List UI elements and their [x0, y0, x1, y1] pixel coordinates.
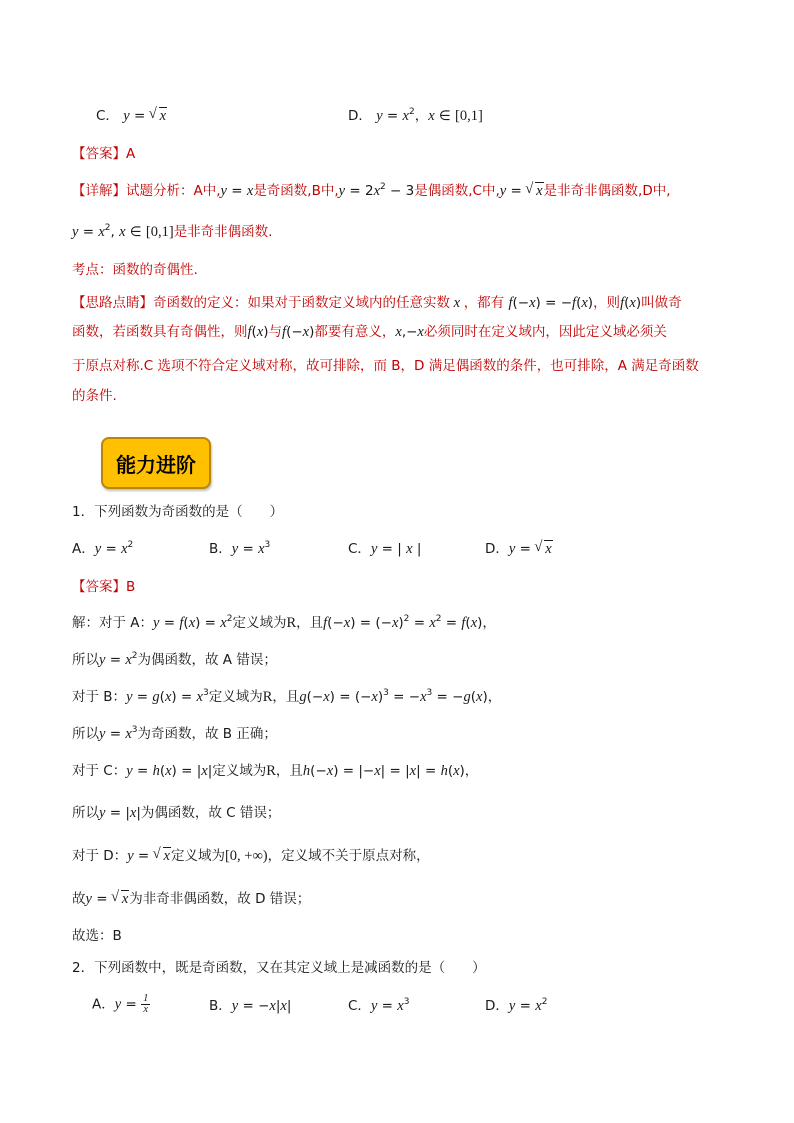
answer-label: 【答案】 — [72, 146, 126, 162]
answer-value: A — [126, 146, 136, 162]
q2-option-a: A．y = $\frac{1}{x}$ — [92, 993, 149, 1015]
q1-solution-3: 对于 B：$y = g(x) = x^3$定义域为R，且$g(-x) = (-x)^3 = -x^3 = -g(x)$， — [72, 688, 502, 705]
silu-line4: 的条件. — [72, 388, 117, 404]
q1-option-b: B．$y = x^3$ — [209, 540, 271, 557]
section-badge: 能力进阶 — [101, 437, 211, 489]
q1-solution-4: 所以$y = x^3$为奇函数，故 B 正确； — [72, 725, 277, 742]
option-label: D． — [348, 108, 372, 124]
domain-value: [0,1] — [455, 108, 483, 124]
q1-option-a: A．$y = x^2$ — [72, 540, 134, 557]
silu-label: 【思路点睛】 — [72, 295, 153, 311]
q2-option-d: D．$y = x^2$ — [485, 997, 548, 1014]
q2-option-b: B．y = −x|x| — [209, 998, 292, 1014]
q1-stem: 1．下列函数为奇函数的是（ ） — [72, 504, 284, 520]
q1-solution-9: 故选：B — [72, 928, 122, 944]
silu-line3: 于原点对称.C 选项不符合定义域对称，故可排除，而 B，D 满足偶函数的条件，也可排除，A 满足奇函数 — [72, 358, 699, 374]
q1-option-c: C．y = | x | — [348, 541, 422, 557]
prev-option-d: D． $y = x^2$，x ∈ [0,1] — [348, 107, 483, 124]
prev-answer — [72, 144, 135, 164]
kaodian: 考点：函数的奇偶性. — [72, 262, 198, 278]
detail-label: 【详解】 — [72, 183, 126, 199]
silu-line1: 【思路点睛】奇函数的定义：如果对于函数定义域内的任意实数 x ，都有 f(−x) = −f(x)，则f(x)叫做奇 — [72, 295, 682, 311]
q1-answer: 【答案】B — [72, 579, 136, 595]
prev-detail-line2: $y = x^2$, x ∈ [0,1]是非奇非偶函数. — [72, 223, 273, 240]
option-label: C． — [96, 108, 119, 124]
prev-detail-line1: 【详解】试题分析：A中,y = x是奇函数,B中$,y = 2x^2 - 3$是偶函数,C中,y = √ x是非奇非偶函数,D中, — [72, 181, 671, 201]
q2-stem: 2．下列函数中，既是奇函数，又在其定义域上是减函数的是（ ） — [72, 960, 486, 976]
q1-option-d: D．y = √ x — [485, 539, 553, 559]
q1-solution-1: 解：对于 A：$y = f(x) = x^2$定义域为R，且$f(-x) = (-x)^2 = x^2 = f(x)$， — [72, 614, 496, 631]
q1-solution-5: 对于 C：y = h(x) = |x|定义域为R，且h(−x) = |−x| = |x| = h(x)， — [72, 763, 479, 779]
q1-solution-7: 对于 D：y = √ x定义域为[0, +∞)，定义域不关于原点对称， — [72, 846, 430, 866]
q1-solution-2: 所以$y = x^2$为偶函数，故 A 错误； — [72, 651, 277, 668]
prev-option-c: C． y = √ x — [96, 106, 167, 126]
silu-line2: 函数，若函数具有奇偶性，则f(x)与f(−x)都要有意义，x,−x必须同时在定义域内，因此定义域必须关 — [72, 324, 667, 340]
q2-option-c: C．$y = x^3$ — [348, 997, 410, 1014]
q1-solution-8: 故y = √ x为非奇非偶函数，故 D 错误； — [72, 889, 310, 909]
q1-solution-6: 所以y = |x|为偶函数，故 C 错误； — [72, 805, 281, 821]
